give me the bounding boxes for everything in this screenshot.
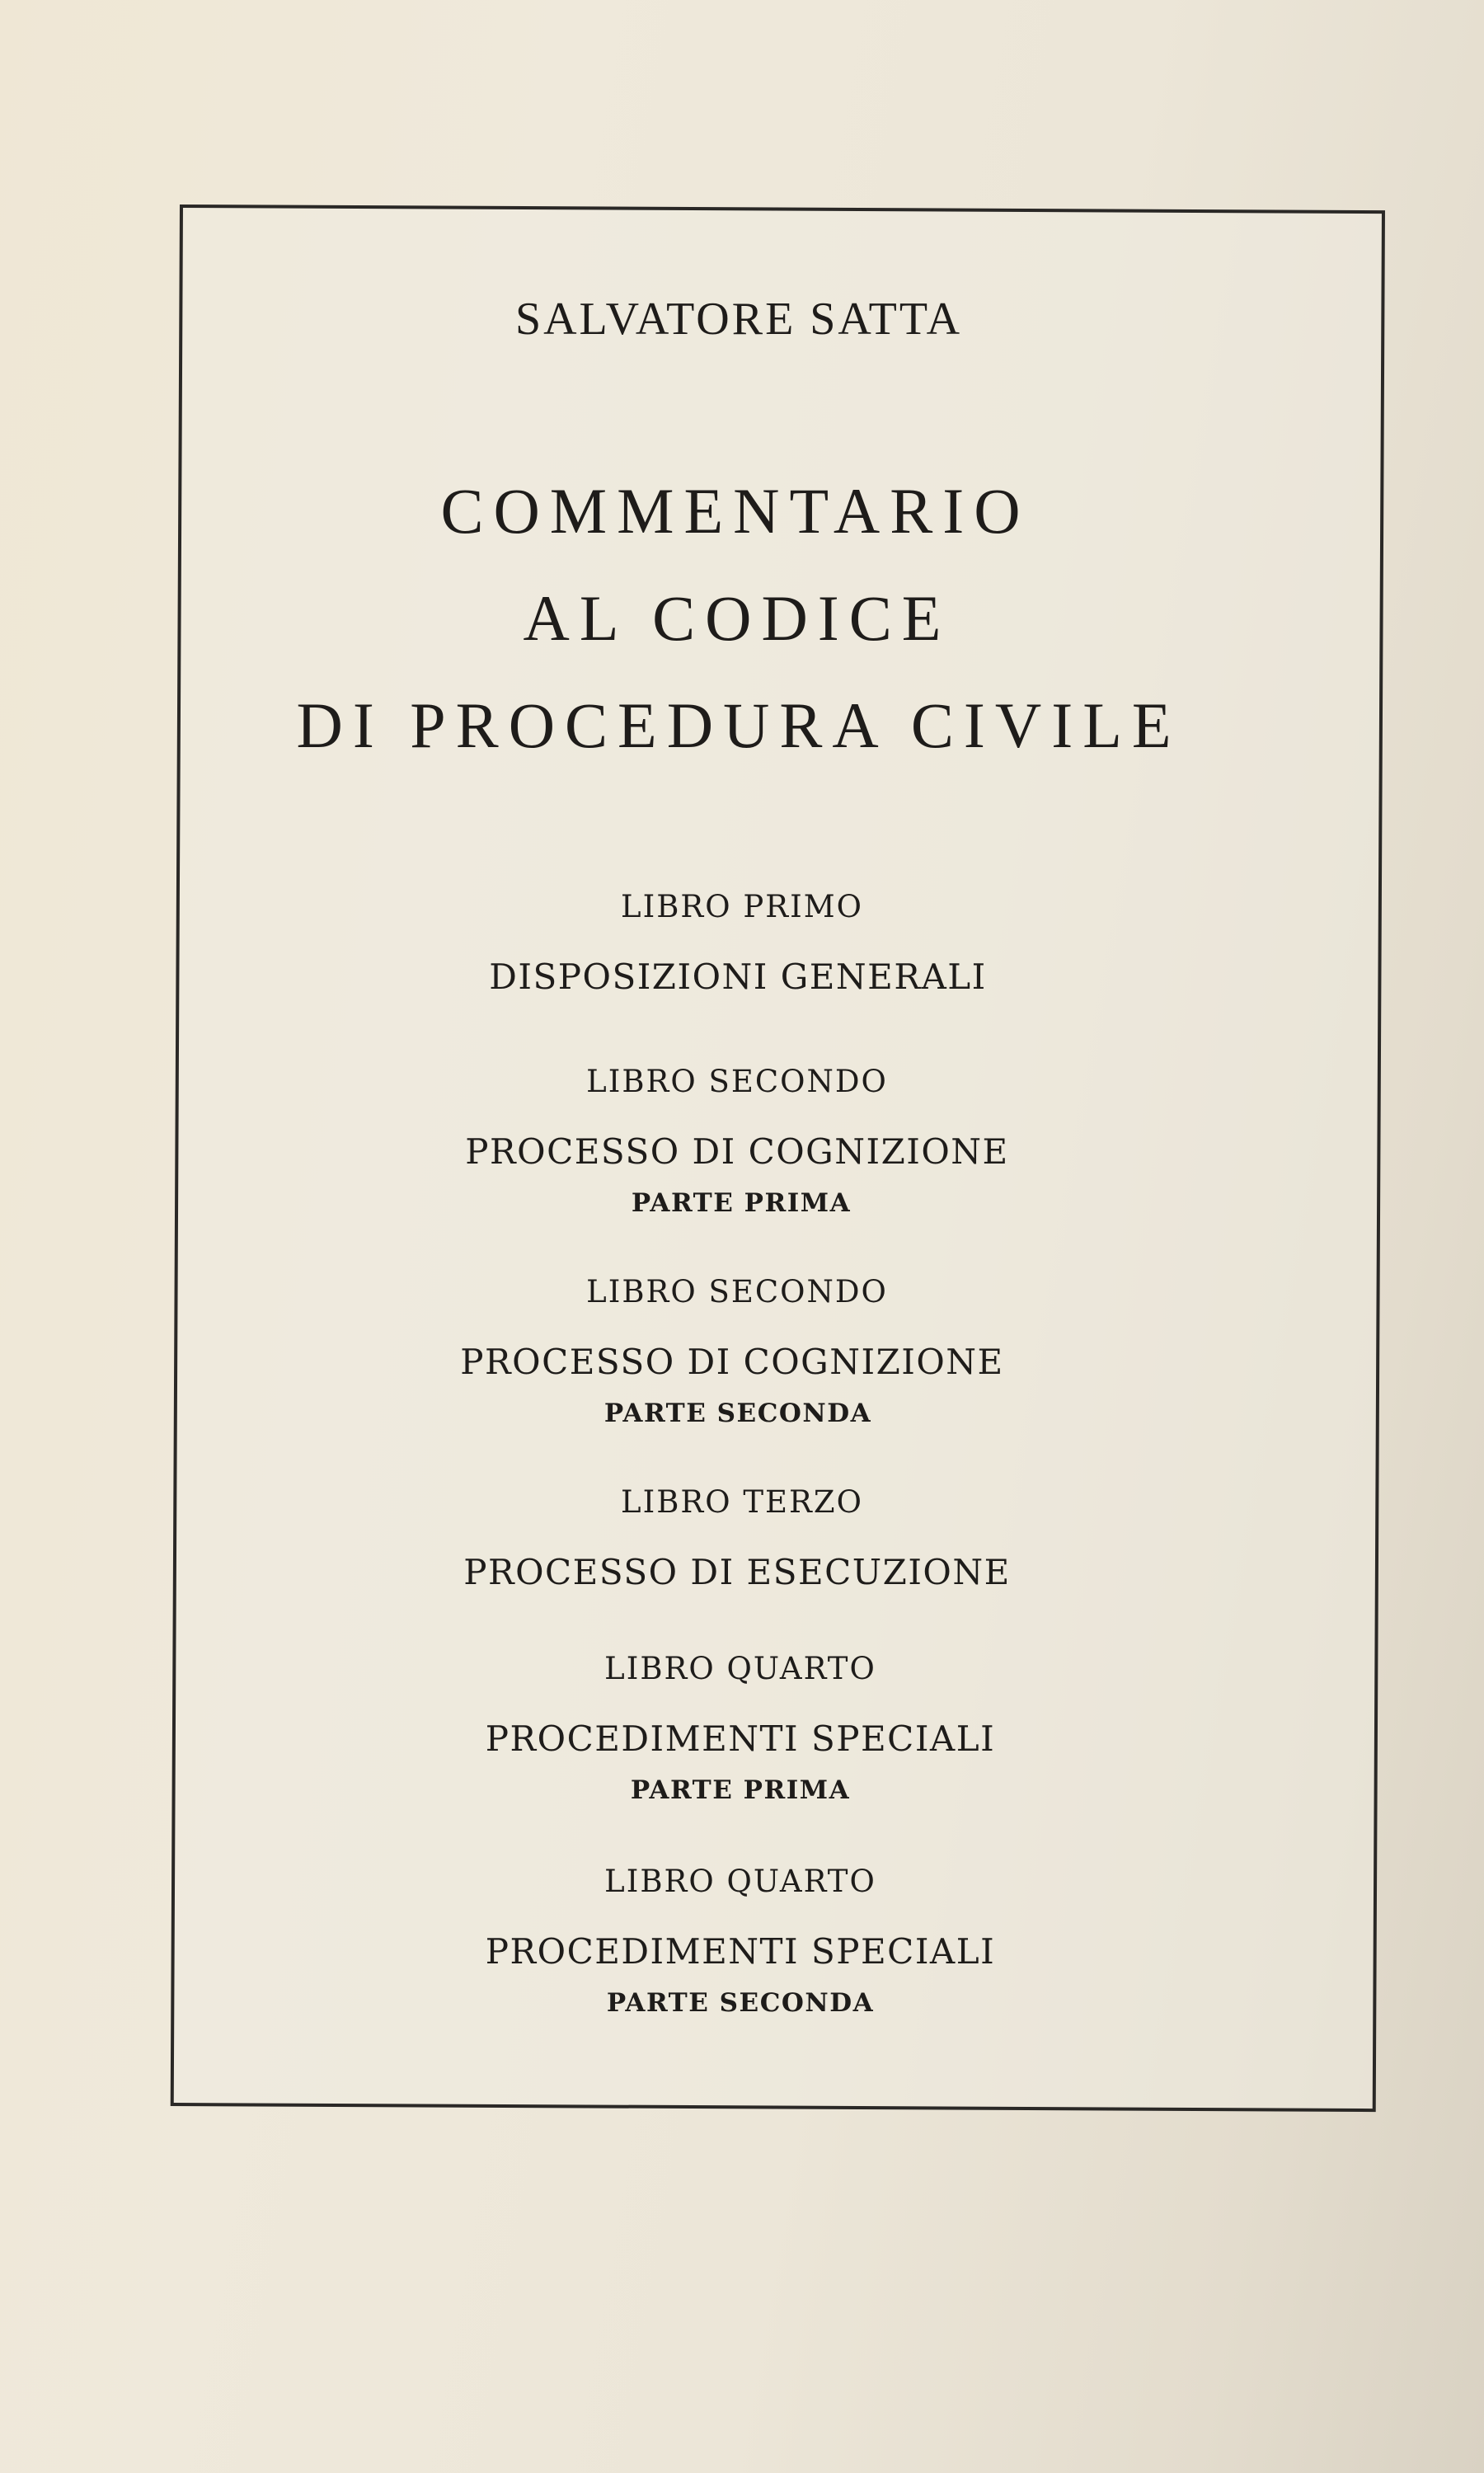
title-line-2: AL CODICE <box>523 582 951 654</box>
book-3-libro: LIBRO SECONDO <box>586 1274 888 1309</box>
book-5-subject: PROCEDIMENTI SPECIALI <box>485 1718 996 1759</box>
book-4-libro: LIBRO TERZO <box>621 1484 863 1520</box>
book-2-libro: LIBRO SECONDO <box>586 1064 888 1099</box>
book-3-subject: PROCESSO DI COGNIZIONE <box>460 1342 1004 1382</box>
book-6-parte: PARTE SECONDA <box>606 1988 875 2018</box>
title-line-1: COMMENTARIO <box>440 475 1031 547</box>
book-1-subject: DISPOSIZIONI GENERALI <box>489 957 987 997</box>
author-name: SALVATORE SATTA <box>514 294 963 345</box>
book-4-subject: PROCESSO DI ESECUZIONE <box>463 1552 1011 1592</box>
book-5-libro: LIBRO QUARTO <box>604 1651 876 1686</box>
book-1-libro: LIBRO PRIMO <box>621 889 863 924</box>
book-5-parte: PARTE PRIMA <box>630 1775 851 1805</box>
title-line-3: DI PROCEDURA CIVILE <box>296 689 1181 761</box>
book-3-parte: PARTE SECONDA <box>603 1399 872 1428</box>
book-2-parte: PARTE PRIMA <box>631 1188 852 1218</box>
book-2-subject: PROCESSO DI COGNIZIONE <box>465 1131 1009 1172</box>
book-6-libro: LIBRO QUARTO <box>604 1864 876 1899</box>
book-6-subject: PROCEDIMENTI SPECIALI <box>485 1931 996 1972</box>
